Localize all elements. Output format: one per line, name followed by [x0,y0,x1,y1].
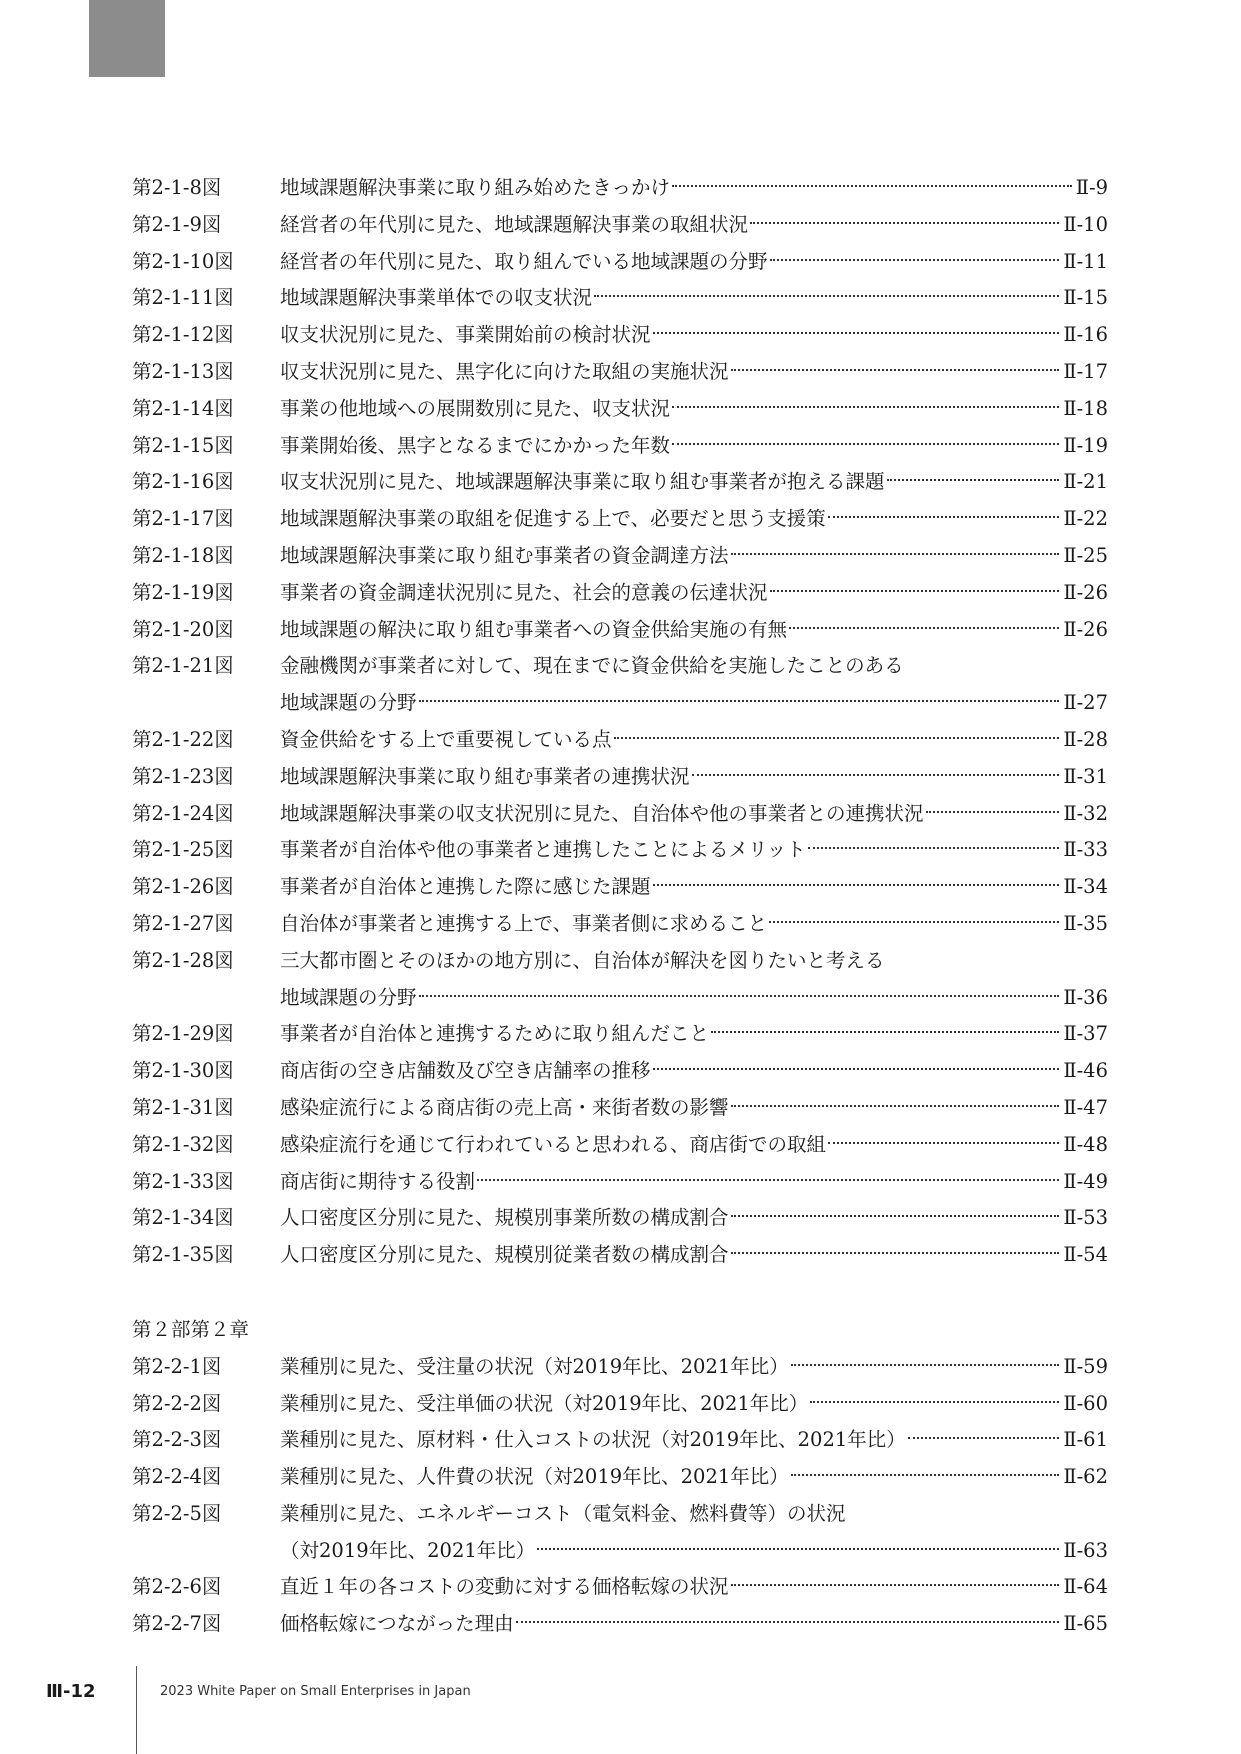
figure-title-line [280,1164,1108,1201]
figure-number: 第2-1-24図 [132,801,234,825]
figure-number: 第2-1-11図 [132,286,234,310]
figure-title: 感染症流行を通じて行われていると思われる、商店街での取組 [280,1132,827,1156]
page-reference: Ⅱ-59 [1063,1354,1108,1378]
page-reference: Ⅱ-37 [1063,1022,1108,1046]
figure-title-line [280,648,1108,685]
figure-title-line [280,1459,1108,1496]
figure-number: 第2-1-16図 [132,470,234,494]
figure-title: 三大都市圏とそのほかの地方別に、自治体が解決を図りたいと考える [280,948,885,972]
toc-entry [132,612,1108,649]
figure-number: 第2-1-34図 [132,1206,234,1230]
dot-leader [887,479,1060,481]
page-reference: Ⅱ-28 [1063,727,1108,751]
figure-title: 経営者の年代別に見た、地域課題解決事業の取組状況 [280,212,749,236]
page-reference: Ⅱ-54 [1063,1243,1108,1267]
figure-title-line [280,1127,1108,1164]
toc-entry [132,1606,1108,1643]
toc-entry [132,796,1108,833]
figure-title-line [280,1349,1108,1386]
dot-leader [653,1068,1060,1070]
figure-number: 第2-1-9図 [132,212,222,236]
toc-entry [132,1090,1108,1127]
toc-entry [132,1164,1108,1201]
figure-number: 第2-2-2図 [132,1391,222,1415]
toc-entry [132,354,1108,391]
figure-title: 地域課題の解決に取り組む事業者への資金供給実施の有無 [280,617,788,641]
page-reference: Ⅱ-33 [1063,838,1108,862]
dot-leader [769,921,1059,923]
figure-number: 第2-1-18図 [132,543,234,567]
dot-leader [810,1401,1059,1403]
dot-leader [614,737,1060,739]
dot-leader [419,700,1060,702]
figure-title: 地域課題解決事業単体での収支状況 [280,286,593,310]
figure-title: 価格転嫁につながった理由 [280,1612,514,1636]
dot-leader [692,774,1060,776]
dot-leader [672,185,1072,187]
footer-page-number: Ⅲ-12 [46,1681,96,1702]
figure-number: 第2-1-10図 [132,249,234,273]
figure-number: 第2-2-6図 [132,1575,222,1599]
figure-title-line [280,244,1108,281]
dot-leader [594,295,1059,297]
toc-entry [132,980,1108,1017]
figure-title-line [280,1200,1108,1237]
dot-leader [653,332,1060,334]
toc-entry [132,685,1108,722]
page-reference: Ⅱ-49 [1063,1169,1108,1193]
figure-title: 資金供給をする上で重要視している点 [280,727,612,751]
figure-title: 事業者が自治体や他の事業者と連携したことによるメリット [280,838,806,862]
figure-number: 第2-1-32図 [132,1132,234,1156]
figure-title: 事業の他地域への展開数別に見た、収支状況 [280,396,671,420]
figure-title: 業種別に見た、原材料・仕入コストの状況（対2019年比、2021年比） [280,1428,906,1452]
figure-list-chapter-1 [132,170,1108,1274]
toc-entry [132,1127,1108,1164]
dot-leader [537,1548,1059,1550]
page-reference: Ⅱ-9 [1075,176,1108,199]
figure-number: 第2-1-28図 [132,948,234,972]
dot-leader [731,369,1060,371]
figure-title-line [280,207,1108,244]
figure-list [132,170,1108,1643]
toc-entry [132,1533,1108,1570]
figure-number: 第2-1-14図 [132,396,234,420]
figure-title-line [280,1237,1108,1274]
dot-leader [789,627,1059,629]
figure-title: 商店街に期待する役割 [280,1169,476,1193]
figure-number: 第2-1-26図 [132,875,234,899]
figure-number: 第2-2-5図 [132,1501,222,1525]
toc-entry [132,391,1108,428]
figure-number: 第2-1-27図 [132,911,234,935]
dot-leader [731,1584,1060,1586]
figure-title: 収支状況別に見た、事業開始前の検討状況 [280,323,651,347]
figure-title: 人口密度区分別に見た、規模別従業者数の構成割合 [280,1243,729,1267]
figure-number: 第2-1-12図 [132,323,234,347]
toc-entry [132,538,1108,575]
toc-entry [132,1569,1108,1606]
page-reference: Ⅱ-53 [1063,1206,1108,1230]
toc-entry [132,170,1108,207]
toc-entry [132,943,1108,980]
figure-title: 業種別に見た、受注量の状況（対2019年比、2021年比） [280,1354,789,1378]
figure-title: 事業開始後、黒字となるまでにかかった年数 [280,433,671,457]
figure-number: 第2-1-19図 [132,580,234,604]
toc-entry [132,906,1108,943]
corner-tab-block [89,0,165,77]
figure-title: 収支状況別に見た、黒字化に向けた取組の実施状況 [280,359,729,383]
figure-number: 第2-1-25図 [132,838,234,862]
toc-entry [132,759,1108,796]
toc-entry [132,207,1108,244]
figure-title-line [280,722,1108,759]
toc-entry [132,1496,1108,1533]
figure-number: 第2-1-30図 [132,1059,234,1083]
figure-number: 第2-2-7図 [132,1612,222,1636]
figure-title-line [280,869,1108,906]
dot-leader [770,590,1060,592]
figure-title-line [280,1016,1108,1053]
toc-entry [132,464,1108,501]
toc-entry [132,428,1108,465]
dot-leader [750,222,1059,224]
toc-entry [132,869,1108,906]
figure-title-line [280,832,1108,869]
toc-entry [132,317,1108,354]
page-reference: Ⅱ-65 [1063,1612,1108,1636]
dot-leader [926,811,1060,813]
dot-leader [731,553,1060,555]
figure-title-line [280,501,1108,538]
figure-title-line [280,538,1108,575]
section-heading: 第２部第２章 [132,1317,250,1341]
page-reference: Ⅱ-18 [1063,396,1108,420]
page-reference: Ⅱ-27 [1063,691,1108,715]
toc-entry [132,1386,1108,1423]
figure-title: 業種別に見た、受注単価の状況（対2019年比、2021年比） [280,1391,809,1415]
figure-title: 地域課題解決事業の取組を促進する上で、必要だと思う支援策 [280,507,826,531]
figure-title-line [280,612,1108,649]
page-reference: Ⅱ-35 [1063,911,1108,935]
page-reference: Ⅱ-19 [1063,433,1108,457]
toc-entry [132,722,1108,759]
page-reference: Ⅱ-47 [1063,1095,1108,1119]
figure-title-line [280,1422,1108,1459]
figure-title-line [280,391,1108,428]
dot-leader [770,259,1060,261]
toc-entry [132,1422,1108,1459]
toc-entry [132,1349,1108,1386]
figure-number: 第2-1-33図 [132,1169,234,1193]
figure-title-line [280,943,1108,980]
toc-entry [132,648,1108,685]
page-reference: Ⅱ-34 [1063,875,1108,899]
toc-entry [132,1459,1108,1496]
figure-title: 業種別に見た、エネルギーコスト（電気料金、燃料費等）の状況 [280,1501,846,1525]
figure-number: 第2-1-17図 [132,507,234,531]
figure-title: （対2019年比、2021年比） [280,1538,536,1562]
page-reference: Ⅱ-16 [1063,323,1108,347]
figure-title-line [280,280,1108,317]
figure-number: 第2-1-22図 [132,727,234,751]
figure-number: 第2-2-3図 [132,1428,222,1452]
dot-leader [516,1621,1060,1623]
figure-title-line [280,428,1108,465]
dot-leader [808,847,1060,849]
footer-publication-title: 2023 White Paper on Small Enterprises in Japan [160,1684,471,1699]
page-reference: Ⅱ-64 [1063,1575,1108,1599]
page-reference: Ⅱ-26 [1063,617,1108,641]
figure-title: 感染症流行による商店街の売上高・来街者数の影響 [280,1095,729,1119]
dot-leader [731,1215,1060,1217]
figure-title-line [280,980,1108,1017]
dot-leader [908,1437,1060,1439]
figure-title: 金融機関が事業者に対して、現在までに資金供給を実施したことのある [280,654,904,678]
dot-leader [672,443,1059,445]
figure-number: 第2-1-13図 [132,359,234,383]
figure-number: 第2-1-21図 [132,654,234,678]
figure-title-line [280,1090,1108,1127]
figure-title-line [280,1496,1108,1533]
page-reference: Ⅱ-46 [1063,1059,1108,1083]
page-reference: Ⅱ-63 [1063,1538,1108,1562]
footer-divider [136,1666,137,1754]
page-reference: Ⅱ-21 [1063,470,1108,494]
figure-title: 事業者が自治体と連携した際に感じた課題 [280,875,651,899]
page-reference: Ⅱ-15 [1063,286,1108,310]
figure-title-line [280,464,1108,501]
page-reference: Ⅱ-22 [1063,507,1108,531]
toc-entry [132,832,1108,869]
dot-leader [791,1364,1060,1366]
figure-title-line [280,1386,1108,1423]
page-reference: Ⅱ-61 [1063,1428,1108,1452]
page-reference: Ⅱ-48 [1063,1132,1108,1156]
figure-title-line [280,906,1108,943]
page-reference: Ⅱ-32 [1063,801,1108,825]
dot-leader [791,1474,1060,1476]
figure-number: 第2-2-4図 [132,1465,222,1489]
figure-title: 地域課題の分野 [280,985,417,1009]
figure-title: 地域課題解決事業に取り組む事業者の資金調達方法 [280,543,729,567]
figure-title-line [280,1606,1108,1643]
page-reference: Ⅱ-31 [1063,764,1108,788]
figure-title: 地域課題解決事業の収支状況別に見た、自治体や他の事業者との連携状況 [280,801,924,825]
figure-number: 第2-1-31図 [132,1095,234,1119]
page-reference: Ⅱ-60 [1063,1391,1108,1415]
page-reference: Ⅱ-26 [1063,580,1108,604]
page-reference: Ⅱ-25 [1063,543,1108,567]
toc-entry [132,244,1108,281]
dot-leader [828,516,1060,518]
figure-title: 事業者の資金調達状況別に見た、社会的意義の伝達状況 [280,580,768,604]
figure-title: 直近１年の各コストの変動に対する価格転嫁の状況 [280,1575,729,1599]
figure-title-line [280,1533,1108,1570]
page-reference: Ⅱ-62 [1063,1465,1108,1489]
dot-leader [419,995,1060,997]
figure-title-line [280,685,1108,722]
figure-title: 人口密度区分別に見た、規模別事業所数の構成割合 [280,1206,729,1230]
figure-title-line [280,1569,1108,1606]
figure-title: 地域課題の分野 [280,691,417,715]
figure-title-line [280,759,1108,796]
figure-title-line [280,1053,1108,1090]
figure-title-line [280,170,1108,207]
figure-list-chapter-2 [132,1349,1108,1643]
figure-title: 業種別に見た、人件費の状況（対2019年比、2021年比） [280,1465,789,1489]
figure-title: 事業者が自治体と連携するために取り組んだこと [280,1022,710,1046]
dot-leader [672,406,1059,408]
page-reference: Ⅱ-36 [1063,985,1108,1009]
figure-title: 収支状況別に見た、地域課題解決事業に取り組む事業者が抱える課題 [280,470,885,494]
dot-leader [828,1142,1059,1144]
figure-title: 自治体が事業者と連携する上で、事業者側に求めること [280,911,768,935]
page-reference: Ⅱ-17 [1063,359,1108,383]
page-reference: Ⅱ-11 [1063,249,1108,273]
dot-leader [731,1105,1060,1107]
figure-number: 第2-2-1図 [132,1354,222,1378]
figure-title: 地域課題解決事業に取り組み始めたきっかけ [280,176,671,199]
figure-number: 第2-1-23図 [132,764,234,788]
toc-entry [132,1200,1108,1237]
figure-title: 地域課題解決事業に取り組む事業者の連携状況 [280,764,690,788]
dot-leader [653,884,1060,886]
dot-leader [731,1252,1060,1254]
figure-number: 第2-1-8図 [132,176,222,199]
figure-title-line [280,796,1108,833]
figure-number: 第2-1-15図 [132,433,234,457]
figure-number: 第2-1-35図 [132,1243,234,1267]
figure-title-line [280,354,1108,391]
figure-title: 経営者の年代別に見た、取り組んでいる地域課題の分野 [280,249,768,273]
figure-title: 商店街の空き店舗数及び空き店舗率の推移 [280,1059,651,1083]
figure-number: 第2-1-29図 [132,1022,234,1046]
toc-entry [132,501,1108,538]
page-reference: Ⅱ-10 [1063,212,1108,236]
figure-title-line [280,317,1108,354]
toc-entry [132,575,1108,612]
toc-entry [132,1016,1108,1053]
dot-leader [711,1031,1059,1033]
toc-entry [132,280,1108,317]
figure-number: 第2-1-20図 [132,617,234,641]
toc-entry [132,1053,1108,1090]
toc-entry [132,1237,1108,1274]
dot-leader [477,1179,1059,1181]
figure-title-line [280,575,1108,612]
